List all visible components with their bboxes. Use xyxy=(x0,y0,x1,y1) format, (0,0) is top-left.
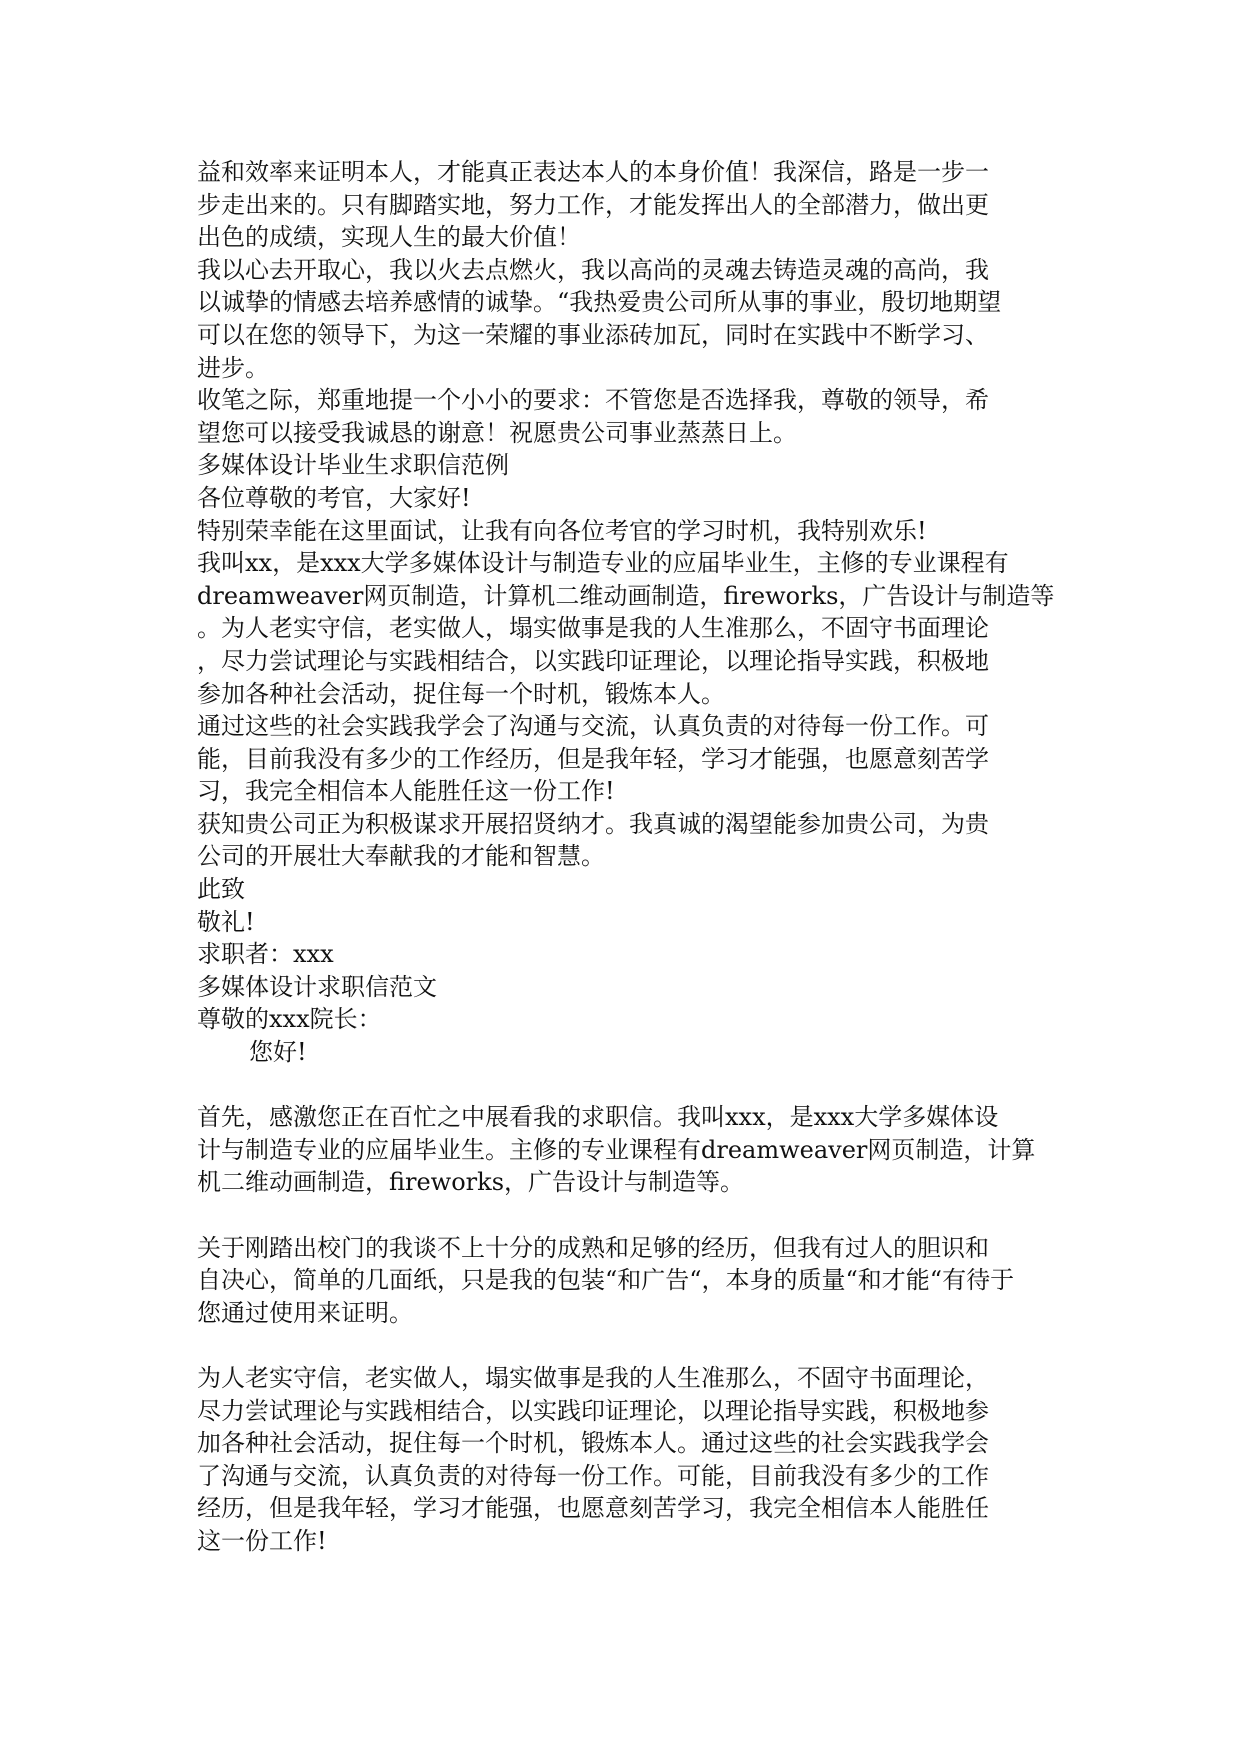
body-line: 首先，感激您正在百忙之中展看我的求职信。我叫xxx，是xxx大学多媒体设 xyxy=(197,1103,999,1132)
body-line: 我叫xx，是xxx大学多媒体设计与制造专业的应届毕业生，主修的专业课程有 xyxy=(197,549,1009,578)
paragraph-gap xyxy=(197,1329,1057,1362)
document-page xyxy=(197,156,1057,1558)
greeting: 各位尊敬的考官，大家好! xyxy=(197,483,471,512)
body-line: 尽力尝试理论与实践相结合，以实践印证理论，以理论指导实践，积极地参 xyxy=(197,1396,989,1425)
paragraph-gap xyxy=(197,1199,1057,1232)
body-line: ，尽力尝试理论与实践相结合，以实践印证理论，以理论指导实践，积极地 xyxy=(197,646,989,675)
body-line: 我以心去开取心，我以火去点燃火，我以高尚的灵魂去铸造灵魂的高尚，我 xyxy=(197,255,989,284)
body-line: 进步。 xyxy=(197,353,269,382)
signature-line: 求职者：xxx xyxy=(197,940,334,969)
salutation: 尊敬的xxx院长： xyxy=(197,1005,382,1034)
body-line: 望您可以接受我诚恳的谢意！祝愿贵公司事业蒸蒸日上。 xyxy=(197,418,797,447)
body-line: dreamweaver网页制造，计算机二维动画制造，fireworks，广告设计与制造等 xyxy=(197,581,1055,610)
body-line: 特别荣幸能在这里面试，让我有向各位考官的学习时机，我特别欢乐! xyxy=(197,516,927,545)
body-line: 关于刚踏出校门的我谈不上十分的成熟和足够的经历，但我有过人的胆识和 xyxy=(197,1233,989,1262)
body-line: 经历，但是我年轻，学习才能强，也愿意刻苦学习，我完全相信本人能胜任 xyxy=(197,1494,989,1523)
body-line: 自决心，简单的几面纸，只是我的包装“和广告“，本身的质量“和才能“有待于 xyxy=(197,1266,1015,1295)
body-line: 收笔之际，郑重地提一个小小的要求：不管您是否选择我，尊敬的领导，希 xyxy=(197,386,989,415)
body-line: 出色的成绩，实现人生的最大价值！ xyxy=(197,223,581,252)
greeting: 您好! xyxy=(249,1038,307,1067)
paragraph-gap xyxy=(197,1069,1057,1102)
body-line: 加各种社会活动，捉住每一个时机，锻炼本人。通过这些的社会实践我学会 xyxy=(197,1429,989,1458)
body-line: 能，目前我没有多少的工作经历，但是我年轻，学习才能强，也愿意刻苦学 xyxy=(197,744,989,773)
section-title: 多媒体设计毕业生求职信范例 xyxy=(197,451,509,480)
body-line: 步走出来的。只有脚踏实地，努力工作，才能发挥出人的全部潜力，做出更 xyxy=(197,190,989,219)
body-line: 参加各种社会活动，捉住每一个时机，锻炼本人。 xyxy=(197,679,725,708)
body-line: 了沟通与交流，认真负责的对待每一份工作。可能，目前我没有多少的工作 xyxy=(197,1461,989,1490)
closing-line: 此致 xyxy=(197,875,245,904)
body-line: 公司的开展壮大奉献我的才能和智慧。 xyxy=(197,842,605,871)
body-line: 计与制造专业的应届毕业生。主修的专业课程有dreamweaver网页制造，计算 xyxy=(197,1135,1036,1164)
body-line: 益和效率来证明本人，才能真正表达本人的本身价值！我深信，路是一步一 xyxy=(197,158,989,186)
closing-line: 敬礼! xyxy=(197,907,255,936)
body-line: 以诚挚的情感去培养感情的诚挚。“我热爱贵公司所从事的事业，殷切地期望 xyxy=(197,288,1002,317)
body-line: 。为人老实守信，老实做人，塌实做事是我的人生准那么，不固守书面理论 xyxy=(197,614,989,643)
body-line: 通过这些的社会实践我学会了沟通与交流，认真负责的对待每一份工作。可 xyxy=(197,712,989,741)
section-title: 多媒体设计求职信范文 xyxy=(197,972,437,1001)
body-line: 为人老实守信，老实做人，塌实做事是我的人生准那么，不固守书面理论， xyxy=(197,1363,989,1392)
body-line: 习，我完全相信本人能胜任这一份工作! xyxy=(197,777,615,806)
body-line: 您通过使用来证明。 xyxy=(197,1298,413,1327)
body-line: 机二维动画制造，fireworks，广告设计与制造等。 xyxy=(197,1168,745,1197)
body-line: 可以在您的领导下，为这一荣耀的事业添砖加瓦，同时在实践中不断学习、 xyxy=(197,320,989,349)
body-line: 这一份工作! xyxy=(197,1526,327,1555)
body-line: 获知贵公司正为积极谋求开展招贤纳才。我真诚的渴望能参加贵公司，为贵 xyxy=(197,809,989,838)
